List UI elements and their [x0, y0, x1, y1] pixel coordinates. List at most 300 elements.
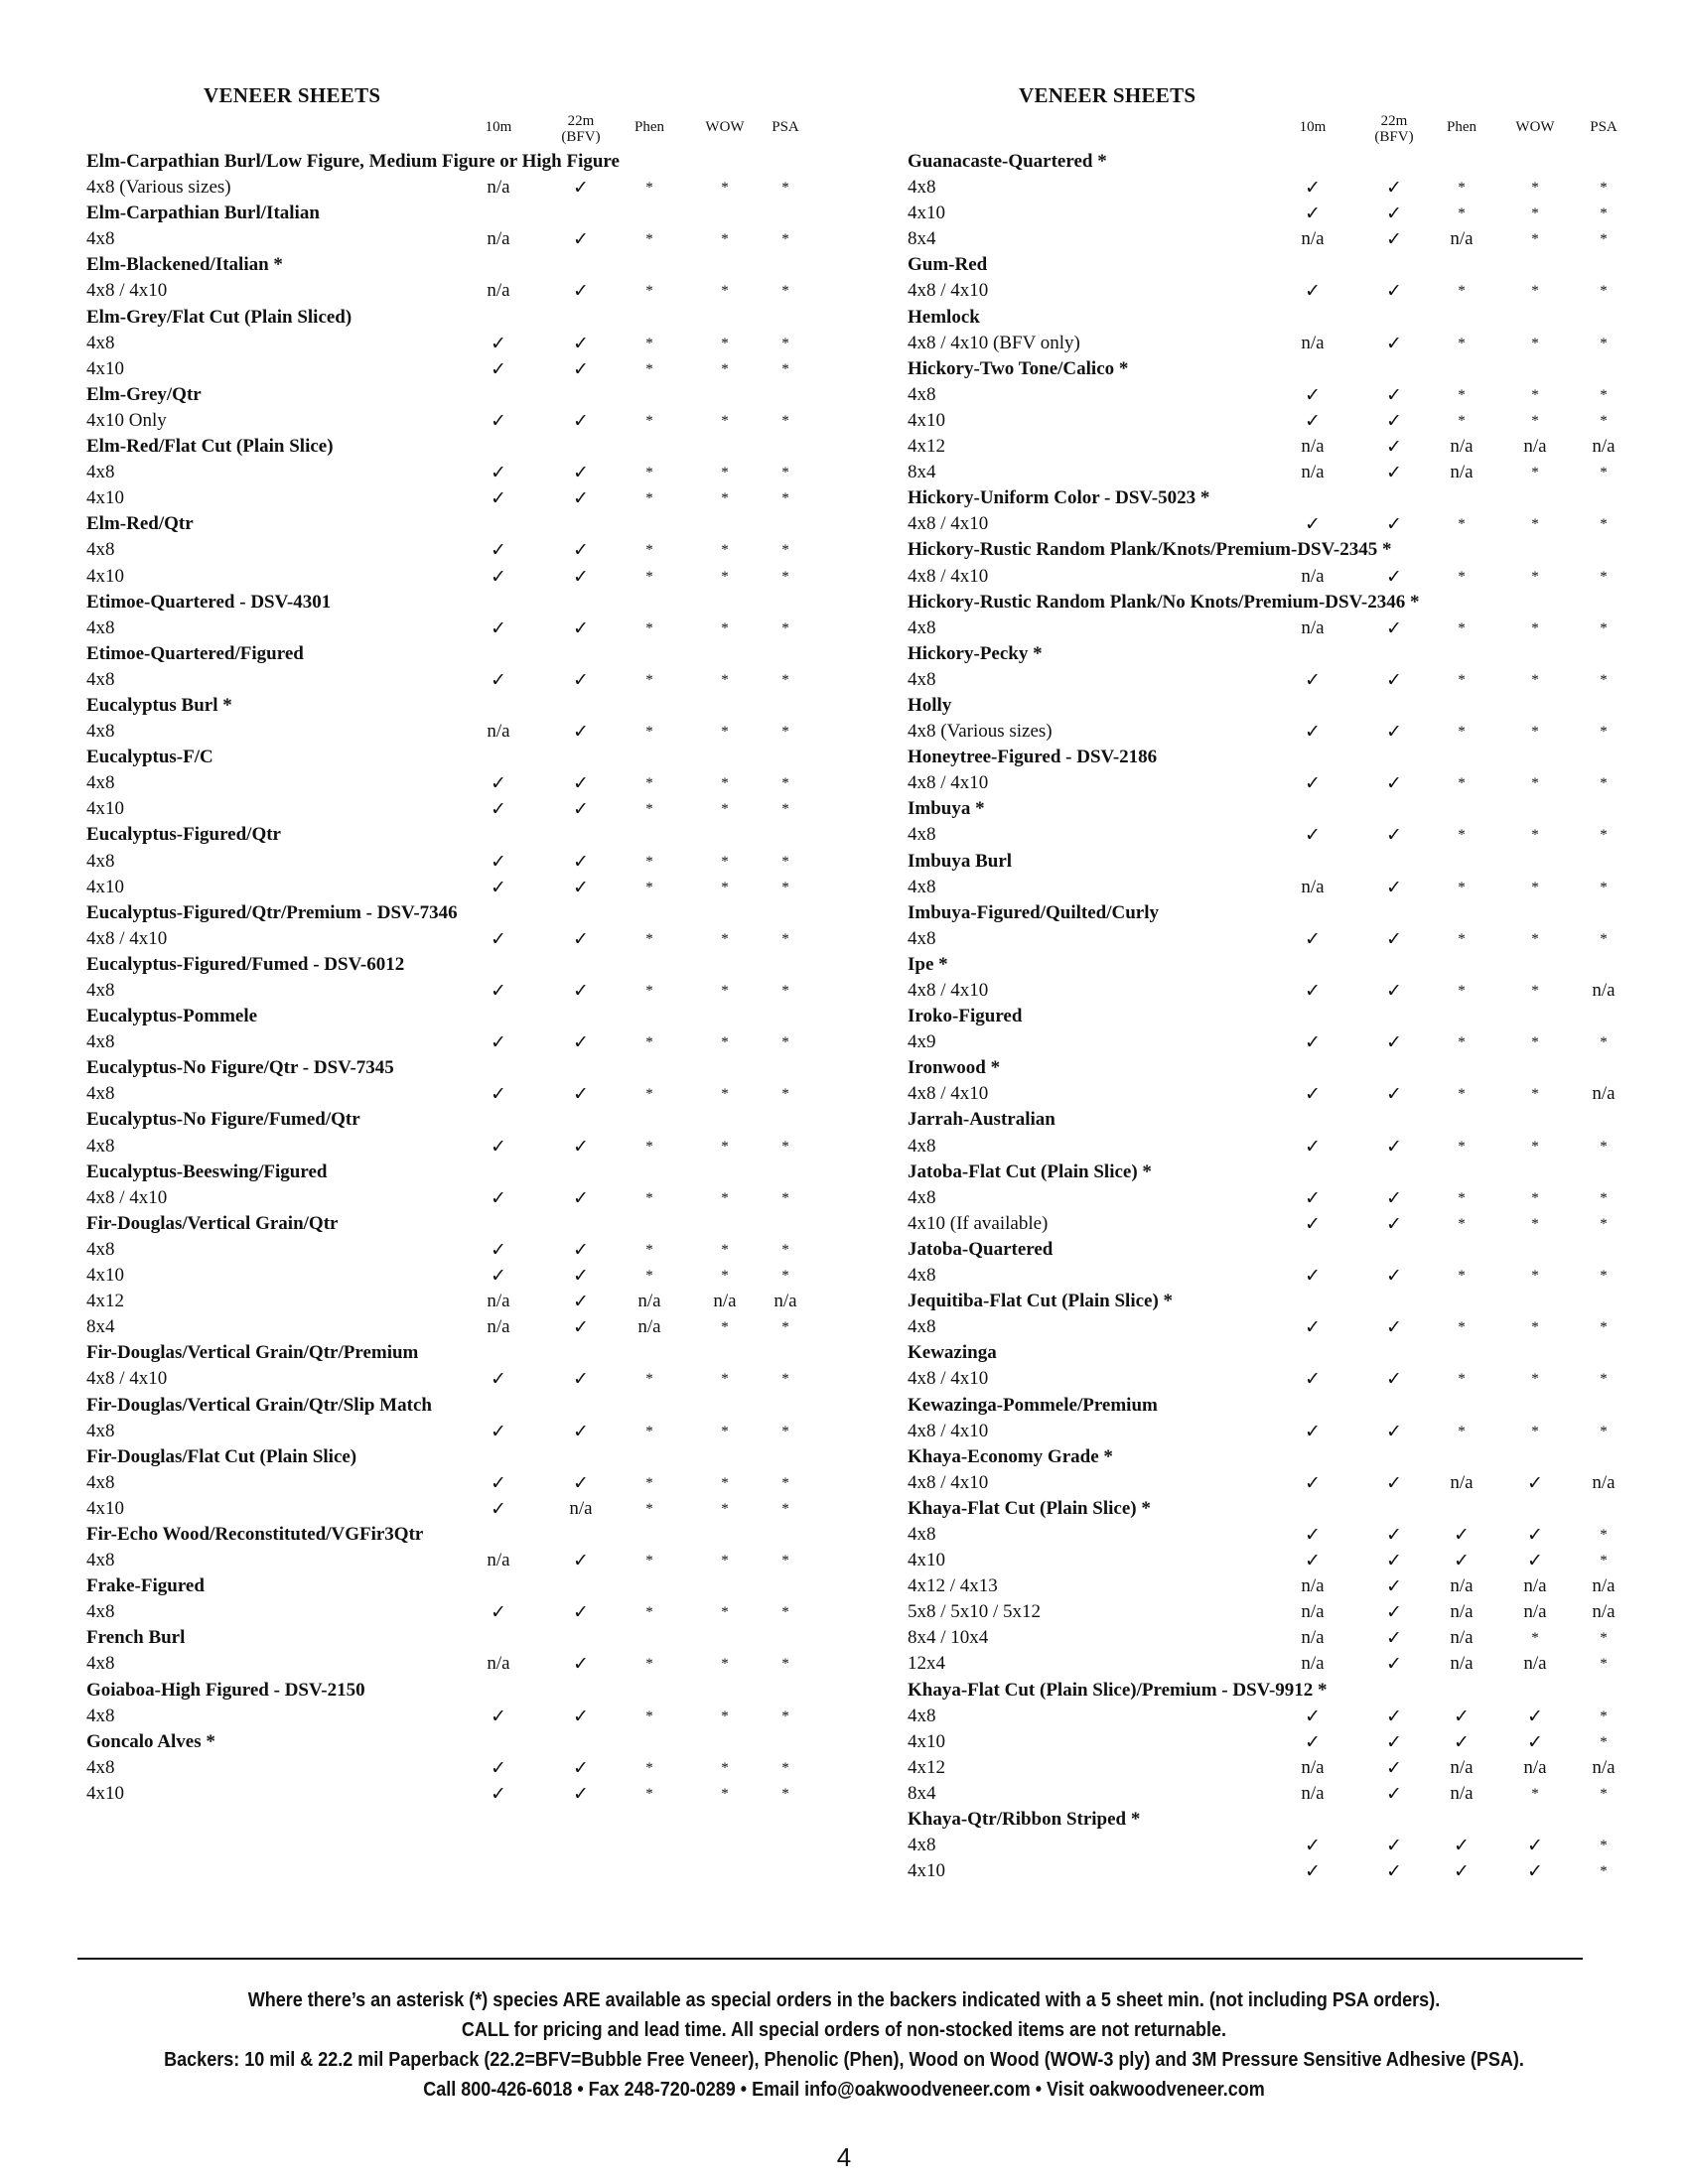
psa-cell: * — [1600, 516, 1608, 533]
psa-cell: * — [1600, 1785, 1608, 1802]
phen-cell: * — [1458, 1268, 1466, 1285]
phen-cell: * — [645, 568, 653, 585]
header-psa: PSA — [1590, 119, 1618, 135]
species-name: Jequitiba-Flat Cut (Plain Slice) * — [908, 1291, 1174, 1312]
phen-cell: * — [1458, 1423, 1466, 1439]
wow-cell: * — [1531, 983, 1539, 999]
species-heading — [86, 252, 821, 278]
phen-cell: * — [1458, 1371, 1466, 1388]
phen-cell: * — [645, 619, 653, 636]
size-label: 4x10 — [908, 1860, 945, 1882]
psa-cell: * — [1600, 1215, 1608, 1232]
phen-cell: * — [1458, 1034, 1466, 1051]
10m-cell: ✓ — [491, 1497, 506, 1520]
psa-cell: * — [1600, 465, 1608, 481]
size-label: 4x8 / 4x10 — [86, 1368, 168, 1390]
size-label: 4x12 / 4x13 — [908, 1575, 998, 1597]
species-name: Eucalyptus-Figured/Fumed - DSV-6012 — [86, 953, 405, 975]
species-heading — [86, 1573, 821, 1599]
10m-cell: n/a — [487, 721, 510, 743]
10m-cell: ✓ — [1305, 1186, 1321, 1209]
header-10m: 10m — [485, 119, 512, 135]
psa-cell: * — [781, 335, 789, 351]
10m-cell: n/a — [1301, 436, 1325, 458]
size-row — [86, 1470, 821, 1496]
10m-cell: n/a — [487, 228, 510, 250]
22m-bfv-cell: ✓ — [1386, 1212, 1402, 1235]
phen-cell: * — [645, 1759, 653, 1776]
10m-cell: n/a — [1301, 1756, 1325, 1778]
wow-cell: * — [1531, 1423, 1539, 1439]
phen-cell: * — [1458, 412, 1466, 429]
species-name: Fir-Douglas/Vertical Grain/Qtr/Slip Match — [86, 1394, 432, 1416]
size-label: 4x12 — [908, 1756, 945, 1778]
22m-bfv-cell: ✓ — [1386, 1860, 1402, 1883]
10m-cell: n/a — [1301, 332, 1325, 353]
size-row — [86, 460, 821, 485]
psa-cell: * — [781, 1423, 789, 1439]
footer-asterisk-note: Where there’s an asterisk (*) species ARE available as special orders in the backers indicated with a 5 sheet min. (not including PSA orders). — [247, 1989, 1441, 2011]
wow-cell: * — [721, 724, 729, 741]
species-name: Etimoe-Quartered - DSV-4301 — [86, 591, 332, 613]
10m-cell: ✓ — [491, 1186, 506, 1209]
phen-cell: * — [645, 671, 653, 688]
22m-bfv-cell: ✓ — [1386, 1186, 1402, 1209]
footer-divider — [77, 1958, 1583, 1960]
10m-cell: ✓ — [491, 1471, 506, 1494]
size-label: 4x8 — [908, 668, 936, 690]
10m-cell: ✓ — [491, 1705, 506, 1727]
species-heading — [86, 382, 821, 408]
22m-bfv-cell: ✓ — [1386, 1627, 1402, 1650]
10m-cell: n/a — [487, 1653, 510, 1675]
size-row — [86, 770, 821, 796]
phen-cell: * — [1458, 619, 1466, 636]
size-label: 4x8 — [86, 1705, 115, 1726]
species-name: Kewazinga — [908, 1342, 997, 1364]
22m-bfv-cell: ✓ — [1386, 1575, 1402, 1598]
species-name: Fir-Douglas/Vertical Grain/Qtr — [86, 1212, 339, 1234]
wow-cell: * — [721, 490, 729, 507]
phen-cell: * — [1458, 724, 1466, 741]
psa-cell: n/a — [1592, 980, 1616, 1001]
wow-cell: * — [1531, 568, 1539, 585]
10m-cell: n/a — [487, 280, 510, 302]
10m-cell: n/a — [487, 1316, 510, 1338]
species-name: Fir-Douglas/Vertical Grain/Qtr/Premium — [86, 1342, 419, 1364]
size-label: 4x10 — [908, 1730, 945, 1752]
10m-cell: ✓ — [491, 409, 506, 432]
psa-cell: * — [1600, 827, 1608, 844]
size-label: 8x4 — [908, 462, 936, 483]
wow-cell: * — [1531, 1319, 1539, 1336]
10m-cell: n/a — [1301, 616, 1325, 638]
size-label: 4x8 — [908, 1186, 936, 1208]
size-label: 4x10 (If available) — [908, 1212, 1049, 1234]
22m-bfv-cell: ✓ — [1386, 876, 1402, 898]
phen-cell: * — [1458, 568, 1466, 585]
22m-bfv-cell: ✓ — [1386, 1601, 1402, 1624]
size-label: 4x8 — [86, 1083, 115, 1105]
wow-cell: * — [1531, 386, 1539, 403]
psa-cell: n/a — [1592, 1575, 1616, 1597]
species-name: Hickory-Pecky * — [908, 642, 1043, 664]
psa-cell: * — [781, 1707, 789, 1724]
22m-bfv-cell: ✓ — [573, 668, 589, 691]
size-label: 4x8 — [86, 980, 115, 1001]
10m-cell: ✓ — [1305, 772, 1321, 795]
size-label: 4x12 — [908, 436, 945, 458]
22m-bfv-cell: ✓ — [573, 280, 589, 303]
species-heading — [86, 745, 821, 770]
size-row — [86, 615, 821, 641]
psa-cell: * — [1600, 671, 1608, 688]
size-row — [908, 1548, 1642, 1573]
psa-cell: * — [1600, 205, 1608, 222]
psa-cell: * — [781, 1656, 789, 1673]
psa-cell: n/a — [1592, 1756, 1616, 1778]
size-row — [86, 796, 821, 822]
wow-cell: * — [721, 1656, 729, 1673]
phen-cell: * — [645, 1034, 653, 1051]
species-heading — [86, 641, 821, 667]
size-row — [908, 1263, 1642, 1289]
size-row — [908, 822, 1642, 848]
10m-cell: ✓ — [491, 1368, 506, 1391]
wow-cell: ✓ — [1527, 1523, 1543, 1546]
wow-cell: * — [721, 1707, 729, 1724]
10m-cell: ✓ — [491, 927, 506, 950]
22m-bfv-cell: ✓ — [1386, 228, 1402, 251]
22m-bfv-cell: ✓ — [573, 1135, 589, 1158]
size-row — [908, 926, 1642, 952]
size-label: 4x8 — [86, 616, 115, 638]
size-row — [908, 1185, 1642, 1211]
wow-cell: * — [1531, 516, 1539, 533]
species-name: Elm-Grey/Flat Cut (Plain Sliced) — [86, 306, 352, 328]
species-name: Khaya-Economy Grade * — [908, 1445, 1113, 1467]
22m-bfv-cell: ✓ — [573, 1653, 589, 1676]
size-label: 4x8 — [86, 1601, 115, 1623]
wow-cell: * — [1531, 724, 1539, 741]
size-row — [86, 1081, 821, 1107]
size-label: 4x10 — [86, 1265, 124, 1287]
psa-cell: * — [781, 801, 789, 818]
species-name: Honeytree-Figured - DSV-2186 — [908, 747, 1158, 768]
size-row — [86, 175, 821, 201]
species-heading — [86, 1522, 821, 1548]
10m-cell: ✓ — [1305, 1835, 1321, 1857]
10m-cell: n/a — [1301, 1575, 1325, 1597]
22m-bfv-cell: ✓ — [573, 1186, 589, 1209]
10m-cell: ✓ — [491, 1782, 506, 1805]
psa-cell: * — [1600, 775, 1608, 792]
phen-cell: * — [1458, 930, 1466, 947]
phen-cell: * — [1458, 983, 1466, 999]
species-heading — [908, 1807, 1642, 1833]
size-row — [908, 978, 1642, 1004]
psa-cell: n/a — [774, 1291, 797, 1312]
22m-bfv-cell: ✓ — [573, 177, 589, 200]
species-heading — [86, 1625, 821, 1651]
22m-bfv-cell: ✓ — [573, 1316, 589, 1339]
size-row — [908, 1573, 1642, 1599]
species-name: Khaya-Flat Cut (Plain Slice)/Premium - DSV-9912 * — [908, 1679, 1328, 1701]
22m-bfv-cell: ✓ — [1386, 203, 1402, 225]
wow-cell: * — [721, 568, 729, 585]
size-label: 4x8 — [86, 1420, 115, 1441]
phen-cell: * — [645, 542, 653, 559]
wow-cell: * — [721, 775, 729, 792]
10m-cell: ✓ — [1305, 980, 1321, 1002]
phen-cell: * — [645, 1241, 653, 1258]
phen-cell: n/a — [1450, 1471, 1474, 1493]
size-label: 8x4 — [86, 1316, 115, 1338]
species-name: Eucalyptus-Pommele — [86, 1006, 258, 1027]
phen-cell: * — [1458, 827, 1466, 844]
10m-cell: ✓ — [1305, 280, 1321, 303]
size-row — [86, 1781, 821, 1807]
species-heading — [86, 149, 821, 175]
header-22m-bfv: 22m (BFV) — [1374, 113, 1414, 145]
species-name: Kewazinga-Pommele/Premium — [908, 1394, 1158, 1416]
species-name: Elm-Carpathian Burl/Low Figure, Medium Figure or High Figure — [86, 151, 620, 172]
size-label: 4x8 — [86, 850, 115, 872]
size-row — [908, 201, 1642, 226]
22m-bfv-cell: ✓ — [573, 487, 589, 510]
phen-cell: * — [645, 930, 653, 947]
wow-cell: * — [1531, 930, 1539, 947]
size-row — [86, 278, 821, 304]
10m-cell: ✓ — [491, 1135, 506, 1158]
species-name: Gum-Red — [908, 254, 988, 276]
species-name: Iroko-Figured — [908, 1006, 1023, 1027]
phen-cell: * — [645, 465, 653, 481]
veneer-list-right — [908, 149, 1642, 1884]
size-row — [908, 1470, 1642, 1496]
wow-cell: * — [721, 983, 729, 999]
22m-bfv-cell: ✓ — [1386, 824, 1402, 847]
size-label: 4x8 — [908, 927, 936, 949]
size-label: 4x8 — [86, 1135, 115, 1157]
10m-cell: n/a — [487, 1291, 510, 1312]
psa-cell: * — [781, 853, 789, 870]
wow-cell: * — [721, 1086, 729, 1103]
species-heading — [908, 796, 1642, 822]
size-label: 4x8 / 4x10 — [908, 1471, 989, 1493]
22m-bfv-cell: ✓ — [1386, 1523, 1402, 1546]
footer-special-orders-note: CALL for pricing and lead time. All special orders of non-stocked items are not returnable. — [461, 2019, 1227, 2041]
10m-cell: n/a — [1301, 1601, 1325, 1623]
phen-cell: n/a — [1450, 1653, 1474, 1675]
phen-cell: * — [1458, 1319, 1466, 1336]
footer-notes — [84, 1985, 1604, 2105]
psa-cell: * — [781, 360, 789, 377]
species-heading — [908, 1444, 1642, 1470]
22m-bfv-cell: ✓ — [1386, 513, 1402, 536]
size-row — [908, 719, 1642, 745]
psa-cell: * — [781, 490, 789, 507]
22m-bfv-cell: ✓ — [573, 409, 589, 432]
phen-cell: n/a — [637, 1291, 661, 1312]
10m-cell: ✓ — [491, 1601, 506, 1624]
wow-cell: * — [1531, 180, 1539, 197]
wow-cell: * — [721, 1759, 729, 1776]
size-label: 4x8 — [86, 462, 115, 483]
size-row — [86, 1496, 821, 1522]
wow-cell: n/a — [713, 1291, 737, 1312]
10m-cell: ✓ — [491, 668, 506, 691]
size-label: 4x8 — [908, 1135, 936, 1157]
22m-bfv-cell: ✓ — [573, 850, 589, 873]
22m-bfv-cell: ✓ — [1386, 1031, 1402, 1054]
22m-bfv-cell: ✓ — [1386, 565, 1402, 588]
psa-cell: n/a — [1592, 1471, 1616, 1493]
size-label: 4x8 / 4x10 — [908, 1420, 989, 1441]
wow-cell: * — [1531, 1189, 1539, 1206]
10m-cell: ✓ — [1305, 1212, 1321, 1235]
species-heading — [908, 693, 1642, 719]
psa-cell: * — [1600, 1319, 1608, 1336]
22m-bfv-cell: ✓ — [573, 1291, 589, 1313]
phen-cell: * — [645, 231, 653, 248]
10m-cell: ✓ — [1305, 668, 1321, 691]
size-row — [86, 875, 821, 900]
species-heading — [86, 1340, 821, 1366]
size-row — [908, 1029, 1642, 1055]
species-name: Fir-Douglas/Flat Cut (Plain Slice) — [86, 1445, 357, 1467]
22m-bfv-cell: ✓ — [573, 228, 589, 251]
size-row — [86, 1419, 821, 1444]
species-heading — [86, 1107, 821, 1133]
22m-bfv-cell: ✓ — [573, 1601, 589, 1624]
species-name: Hemlock — [908, 306, 980, 328]
size-label: 4x8 — [86, 772, 115, 794]
wow-cell: * — [1531, 283, 1539, 300]
psa-cell: * — [781, 619, 789, 636]
size-label: 8x4 — [908, 228, 936, 250]
psa-cell: * — [1600, 283, 1608, 300]
22m-bfv-cell: ✓ — [1386, 980, 1402, 1002]
wow-cell: * — [1531, 671, 1539, 688]
psa-cell: * — [781, 1553, 789, 1570]
size-label: 4x8 — [908, 1835, 936, 1856]
size-row — [86, 1755, 821, 1781]
wow-cell: * — [721, 801, 729, 818]
species-heading — [908, 641, 1642, 667]
wow-cell: * — [721, 853, 729, 870]
10m-cell: ✓ — [1305, 203, 1321, 225]
size-label: 4x8 — [86, 1238, 115, 1260]
22m-bfv-cell: ✓ — [573, 332, 589, 354]
psa-cell: * — [781, 1241, 789, 1258]
10m-cell: ✓ — [491, 772, 506, 795]
10m-cell: ✓ — [1305, 1523, 1321, 1546]
10m-cell: ✓ — [1305, 1135, 1321, 1158]
phen-cell: n/a — [1450, 436, 1474, 458]
22m-bfv-cell: ✓ — [1386, 1420, 1402, 1442]
wow-cell: * — [1531, 1268, 1539, 1285]
size-row — [908, 226, 1642, 252]
10m-cell: ✓ — [491, 1031, 506, 1054]
phen-cell: * — [645, 283, 653, 300]
wow-cell: * — [721, 1371, 729, 1388]
size-row — [86, 1134, 821, 1160]
species-heading — [86, 1055, 821, 1081]
psa-cell: * — [1600, 619, 1608, 636]
species-name: Hickory-Two Tone/Calico * — [908, 357, 1129, 379]
22m-bfv-cell: ✓ — [573, 1471, 589, 1494]
species-heading — [908, 1678, 1642, 1704]
10m-cell: ✓ — [491, 1756, 506, 1779]
species-name: Khaya-Qtr/Ribbon Striped * — [908, 1809, 1141, 1830]
22m-bfv-cell: ✓ — [1386, 1265, 1402, 1288]
psa-cell: * — [781, 1500, 789, 1517]
species-heading — [908, 1004, 1642, 1029]
wow-cell: ✓ — [1527, 1550, 1543, 1572]
size-row — [86, 564, 821, 590]
wow-cell: * — [1531, 619, 1539, 636]
22m-bfv-cell: ✓ — [1386, 1756, 1402, 1779]
phen-cell: * — [645, 1189, 653, 1206]
veneer-list-left — [86, 149, 821, 1807]
psa-cell: * — [1600, 1553, 1608, 1570]
species-heading — [908, 305, 1642, 331]
wow-cell: * — [1531, 205, 1539, 222]
size-row — [908, 1522, 1642, 1548]
phen-cell: * — [645, 775, 653, 792]
phen-cell: * — [645, 1268, 653, 1285]
wow-cell: * — [721, 1553, 729, 1570]
psa-cell: * — [781, 1474, 789, 1491]
wow-cell: * — [721, 1500, 729, 1517]
10m-cell: ✓ — [1305, 1860, 1321, 1883]
wow-cell: * — [1531, 1086, 1539, 1103]
phen-cell: * — [645, 983, 653, 999]
size-row — [908, 175, 1642, 201]
species-name: Elm-Blackened/Italian * — [86, 254, 283, 276]
size-label: 4x8 / 4x10 — [908, 1368, 989, 1390]
size-label: 8x4 — [908, 1782, 936, 1804]
22m-bfv-cell: ✓ — [573, 1238, 589, 1261]
species-heading — [86, 693, 821, 719]
size-label: 4x8 / 4x10 — [908, 280, 989, 302]
species-heading — [908, 1160, 1642, 1185]
psa-cell: * — [781, 1759, 789, 1776]
psa-cell: * — [781, 983, 789, 999]
species-name: Hickory-Rustic Random Plank/Knots/Premium-DSV-2345 * — [908, 539, 1392, 561]
size-row — [86, 1237, 821, 1263]
10m-cell: ✓ — [1305, 1420, 1321, 1442]
psa-cell: * — [1600, 1138, 1608, 1155]
wow-cell: * — [1531, 775, 1539, 792]
wow-cell: * — [721, 879, 729, 895]
psa-cell: * — [1600, 1423, 1608, 1439]
phen-cell: * — [645, 1500, 653, 1517]
size-row — [908, 1833, 1642, 1858]
psa-cell: * — [1600, 1707, 1608, 1724]
size-label: 4x8 — [86, 332, 115, 353]
psa-cell: * — [1600, 1371, 1608, 1388]
species-name: Etimoe-Quartered/Figured — [86, 642, 304, 664]
22m-bfv-cell: ✓ — [1386, 927, 1402, 950]
species-name: Imbuya-Figured/Quilted/Curly — [908, 901, 1160, 923]
size-label: 4x10 — [86, 357, 124, 379]
species-heading — [86, 900, 821, 926]
size-row — [908, 511, 1642, 537]
size-row — [86, 331, 821, 356]
size-label: 4x8 — [86, 1653, 115, 1675]
